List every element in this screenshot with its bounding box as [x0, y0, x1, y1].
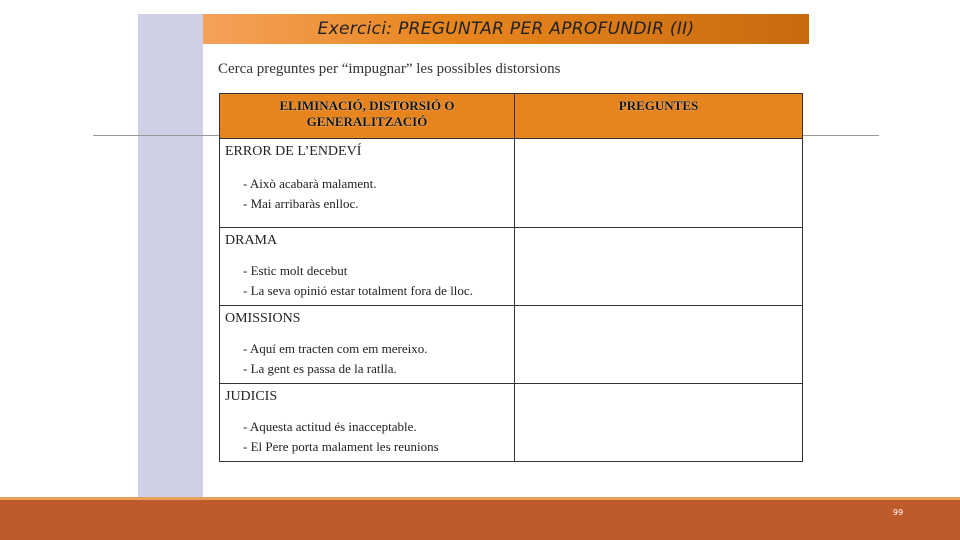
distortion-cell [220, 228, 515, 306]
example-line: - Estic molt decebut [243, 263, 348, 278]
table-row [220, 228, 803, 306]
example-line: - El Pere porta malament les reunions [243, 439, 439, 454]
table-row [220, 306, 803, 384]
example-line: - Això acabarà malament. [243, 176, 377, 191]
example-line: - Aquí em tracten com em mereixo. [243, 341, 428, 356]
category-label: DRAMA [225, 233, 278, 248]
distortion-cell [220, 384, 515, 462]
footer-bar [0, 500, 960, 540]
distortion-cell [220, 306, 515, 384]
exercise-table [219, 93, 803, 462]
questions-cell[interactable] [515, 384, 803, 462]
category-label: JUDICIS [225, 389, 278, 404]
example-line: - Mai arribaràs enlloc. [243, 196, 359, 211]
questions-cell[interactable] [515, 139, 803, 228]
table-header-row [220, 94, 803, 139]
header-distortion: ELIMINACIÓ, DISTORSIÓ O GENERALITZACIÓ [220, 94, 515, 139]
page-number: 99 [893, 508, 904, 517]
example-line: - Aquesta actitud és inacceptable. [243, 419, 417, 434]
example-line: - La seva opinió estar totalment fora de lloc. [243, 283, 473, 298]
distortion-cell [220, 139, 515, 228]
category-label: OMISSIONS [225, 311, 301, 326]
questions-cell[interactable] [515, 228, 803, 306]
left-side-bar [138, 14, 203, 526]
questions-cell[interactable] [515, 306, 803, 384]
table-row [220, 384, 803, 462]
header-questions: PREGUNTES [515, 94, 803, 139]
slide-subtitle: Cerca preguntes per “impugnar” les possibles distorsions [218, 61, 561, 77]
table-row [220, 139, 803, 228]
slide-title: Exercici: PREGUNTAR PER APROFUNDIR (II) [317, 19, 695, 39]
example-line: - La gent es passa de la ratlla. [243, 361, 397, 376]
title-bar [203, 14, 809, 44]
category-label: ERROR DE L’ENDEVÍ [225, 144, 362, 159]
